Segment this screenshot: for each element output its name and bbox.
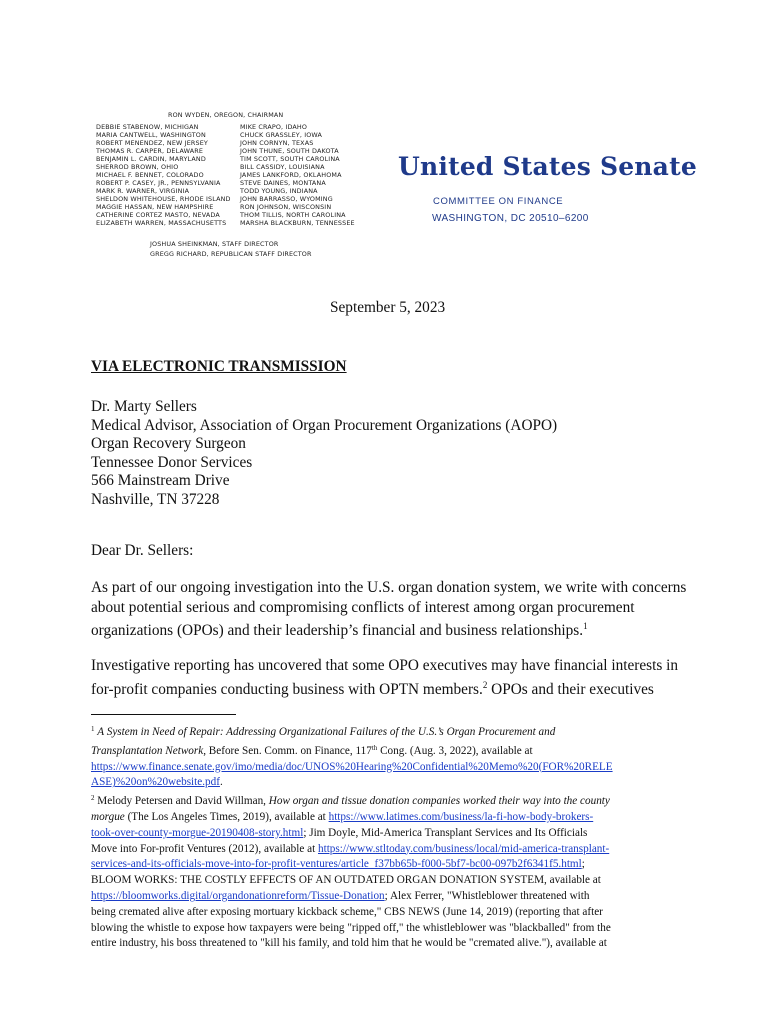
- recipient-line: Tennessee Donor Services: [91, 453, 253, 471]
- footnote-text: Cong. (Aug. 3, 2022), available at: [377, 744, 533, 757]
- member-name: ELIZABETH WARREN, MASSACHUSETTS: [96, 219, 227, 227]
- recipient-line: 566 Mainstream Drive: [91, 472, 230, 489]
- member-name: JOHN BARRASSO, WYOMING: [240, 195, 333, 203]
- paragraph-text: for-profit companies conducting business with OPTN members.: [91, 680, 483, 698]
- finance-senate-link[interactable]: https://www.finance.senate.gov/imo/media/doc/UNOS%20Hearing%20Confidential%20Memo%20(FOR%20RELE: [91, 760, 613, 773]
- recipient-address: [91, 398, 557, 509]
- stltoday-link[interactable]: https://www.stltoday.com/business/local/mid-america-transplant-: [318, 842, 610, 855]
- committee-address: WASHINGTON, DC 20510–6200: [432, 213, 589, 224]
- senate-title: United States Senate: [398, 152, 697, 181]
- footnote-2-line: being cremated alive after exposing mortuary kickback scheme," CBS NEWS (June 14, 2019) (reporting that after: [91, 905, 603, 918]
- footnote-number: 2: [91, 794, 95, 803]
- footnote-text: , Before Sen. Comm. on Finance, 117: [203, 744, 372, 757]
- footnote-text: Move into For-profit Ventures (2012), available at: [91, 842, 318, 855]
- footnote-text: ; Jim Doyle, Mid-America Transplant Services and Its Officials: [303, 826, 588, 839]
- footnotes: [91, 722, 691, 952]
- member-name: CATHERINE CORTEZ MASTO, NEVADA: [96, 211, 220, 219]
- footnote-2-line: BLOOM WORKS: THE COSTLY EFFECTS OF AN OUTDATED ORGAN DONATION SYSTEM, available at: [91, 874, 601, 887]
- member-name: ROBERT P. CASEY, JR., PENNSYLVANIA: [96, 179, 221, 187]
- recipient-line: Medical Advisor, Association of Organ Procurement Organizations (AOPO): [91, 416, 558, 434]
- member-name: SHERROD BROWN, OHIO: [96, 163, 179, 171]
- paragraph-line: about potential serious and compromising conflicts of interest among organ procurement: [91, 598, 635, 616]
- paragraph-1: [91, 578, 686, 641]
- member-name: MARSHA BLACKBURN, TENNESSEE: [240, 219, 355, 227]
- staff-director: JOSHUA SHEINKMAN, STAFF DIRECTOR: [150, 240, 279, 248]
- footnote-2-line: [91, 842, 691, 858]
- footnote-ref-1[interactable]: 1: [583, 621, 588, 632]
- member-name: RON JOHNSON, WISCONSIN: [240, 203, 332, 211]
- letter-date: September 5, 2023: [330, 299, 446, 316]
- stltoday-link[interactable]: services-and-its-officials-move-into-for-profit-ventures/article_f37bb65b-f000-5bf7-bc00-097b2f6341f5.html: [91, 858, 582, 871]
- footnote-text: (The Los Angeles Times, 2019), available at: [124, 810, 329, 823]
- paragraph-text: OPOs and their executives: [487, 680, 654, 698]
- member-name: JOHN CORNYN, TEXAS: [240, 139, 314, 147]
- footnote-2-line: [91, 791, 691, 810]
- footnote-text: .: [219, 776, 223, 789]
- footnote-2-line: [91, 889, 691, 905]
- member-name: MARK R. WARNER, VIRGINIA: [96, 187, 190, 195]
- footnote-text: Melody Petersen and David Willman,: [94, 795, 269, 808]
- paragraph-text: organizations (OPOs) and their leadership’s financial and business relationships.: [91, 622, 584, 640]
- footnote-2-line: [91, 857, 691, 873]
- republican-staff-director: GREGG RICHARD, REPUBLICAN STAFF DIRECTOR: [150, 250, 312, 258]
- member-name: THOMAS R. CARPER, DELAWARE: [96, 147, 204, 155]
- footnote-1-line: [91, 775, 691, 791]
- footnote-ref-2[interactable]: 2: [482, 679, 488, 690]
- transmission-method: VIA ELECTRONIC TRANSMISSION: [91, 358, 347, 375]
- republican-members-list: [240, 123, 355, 227]
- member-name: THOM TILLIS, NORTH CAROLINA: [240, 211, 346, 219]
- member-name: CHUCK GRASSLEY, IOWA: [240, 131, 323, 139]
- footnote-divider: [91, 714, 236, 715]
- democratic-members-list: [96, 123, 231, 227]
- member-name: ROBERT MENENDEZ, NEW JERSEY: [96, 139, 208, 147]
- footnote-2-line: blowing the whistle to expose how taxpayers were being "ripped off," the whistleblower was "blackballed" from the: [91, 921, 611, 934]
- member-name: TODD YOUNG, INDIANA: [240, 187, 318, 195]
- recipient-line: Organ Recovery Surgeon: [91, 435, 246, 452]
- member-name: DEBBIE STABENOW, MICHIGAN: [96, 123, 199, 131]
- member-name: MAGGIE HASSAN, NEW HAMPSHIRE: [96, 203, 214, 211]
- chairman-line: RON WYDEN, OREGON, CHAIRMAN: [168, 111, 284, 119]
- footnote-citation-title: A System in Need of Repair: Addressing Organizational Failures of the U.S.’s Organ Procurement and: [97, 726, 556, 738]
- footnote-1-line: [91, 760, 691, 776]
- footnote-2-line: [91, 810, 691, 826]
- footnote-text: ; Alex Ferrer, "Whistleblower threatened with: [384, 889, 590, 902]
- member-name: TIM SCOTT, SOUTH CAROLINA: [240, 155, 340, 163]
- member-name: BILL CASSIDY, LOUISIANA: [240, 163, 325, 171]
- ordinal-suffix: th: [371, 743, 378, 752]
- finance-senate-link[interactable]: ASE)%20on%20website.pdf: [91, 776, 220, 789]
- paragraph-line: [91, 617, 686, 641]
- member-name: STEVE DAINES, MONTANA: [240, 179, 326, 187]
- paragraph-line: [91, 676, 678, 700]
- member-name: JOHN THUNE, SOUTH DAKOTA: [240, 147, 339, 155]
- recipient-line: Dr. Marty Sellers: [91, 398, 197, 415]
- member-name: MICHAEL F. BENNET, COLORADO: [96, 171, 204, 179]
- recipient-line: Nashville, TN 37228: [91, 490, 220, 508]
- footnote-1-line: [91, 741, 691, 760]
- footnote-citation-title: morgue: [91, 810, 125, 823]
- footnote-citation-title: Transplantation Network: [91, 744, 204, 757]
- staff-directors: [150, 240, 312, 260]
- paragraph-line: As part of our ongoing investigation into the U.S. organ donation system, we write with concerns: [91, 579, 687, 596]
- member-name: MARIA CANTWELL, WASHINGTON: [96, 131, 206, 139]
- latimes-link[interactable]: https://www.latimes.com/business/la-fi-how-body-brokers-: [328, 810, 594, 823]
- member-name: SHELDON WHITEHOUSE, RHODE ISLAND: [96, 195, 231, 203]
- paragraph-2: [91, 656, 678, 699]
- paragraph-line: Investigative reporting has uncovered that some OPO executives may have financial interests in: [91, 657, 679, 674]
- bloomworks-link[interactable]: https://bloomworks.digital/organdonationreform/Tissue-Donation: [91, 889, 385, 902]
- footnote-2-line: [91, 826, 691, 842]
- salutation: Dear Dr. Sellers:: [91, 542, 194, 559]
- member-name: JAMES LANKFORD, OKLAHOMA: [240, 171, 342, 179]
- member-name: MIKE CRAPO, IDAHO: [240, 123, 308, 131]
- committee-name: COMMITTEE ON FINANCE: [433, 196, 564, 207]
- footnote-number: 1: [91, 725, 95, 733]
- footnote-citation-title: How organ and tissue donation companies worked their way into the county: [268, 795, 610, 808]
- footnote-1-line: [91, 722, 691, 741]
- member-name: BENJAMIN L. CARDIN, MARYLAND: [96, 155, 206, 163]
- footnote-text: ;: [581, 858, 585, 871]
- footnote-2-line: entire industry, his boss threatened to "kill his family, and told him that he would be "cremated alive."), available at: [91, 937, 607, 950]
- latimes-link[interactable]: took-over-county-morgue-20190408-story.html: [91, 826, 304, 839]
